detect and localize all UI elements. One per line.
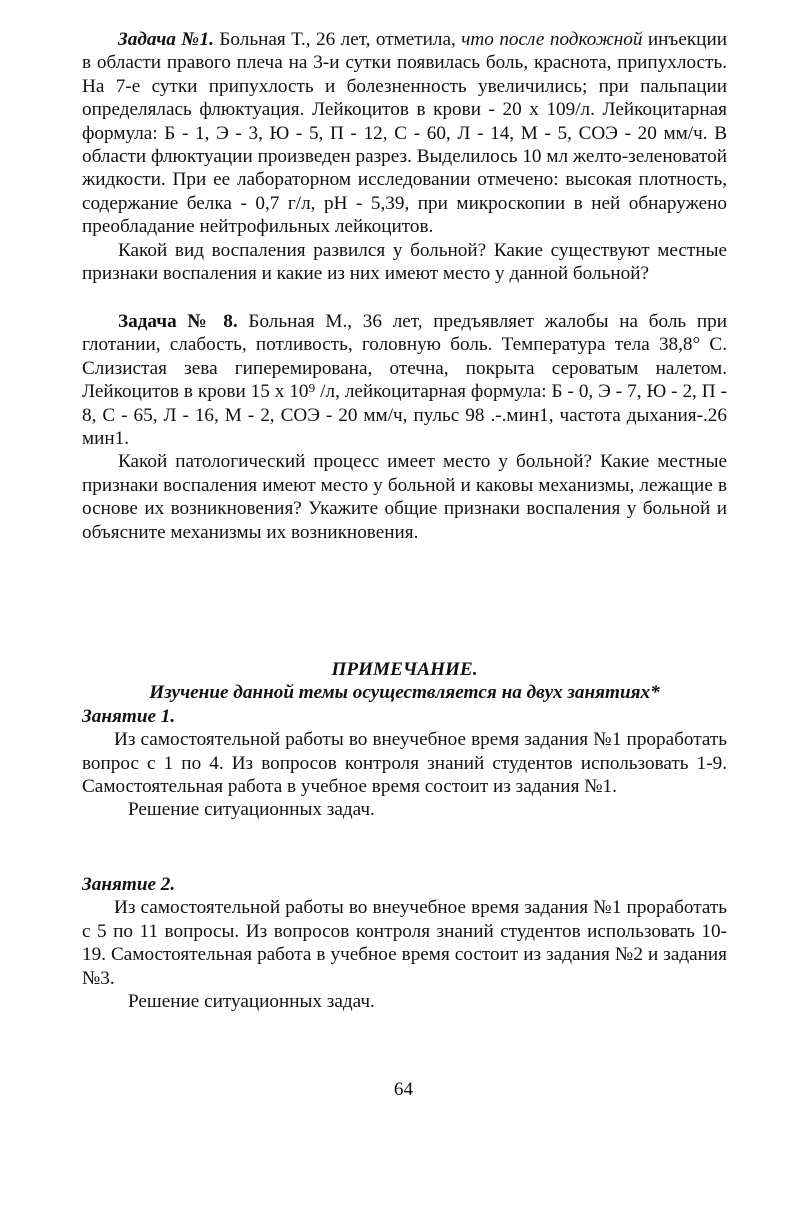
note-title: ПРИМЕЧАНИЕ. [331,659,478,680]
lesson-1-body: Из самостоятельной работы во внеучебное время задания №1 проработать вопрос с 1 по 4. Из вопросов контроля знаний студентов использовать 1-9. Самостоятельная работа в учебное время состоит из задания №1. [82,729,727,798]
note-subtitle: Изучение данной темы осуществляется на двух занятиях* [149,682,660,704]
task-8-body: Больная М., 36 лет, предъявляет жалобы на боль при глотании, слабость, потливость, головную боль. Температура тела 38,8° С. Слизистая зева гиперемирована, отечна, покрыта сероватым налетом. Лейкоцитов в крови 15 х 10⁹ /л, лейкоцитарная формула: Б - 0, Э - 7, Ю - 2, П - 8, С - 65, Л - 16, М - 2, СОЭ - 20 мм/ч, пульс 98 .-.мин1, частота дыхания-.26 мин1. [82,311,727,450]
lesson-1-body-block [82,728,727,798]
page-number: 64 [393,1079,414,1100]
task-7-question: Какой вид воспаления развился у больной? Какие существуют местные признаки воспаления и какие из них имеют место у данной больной? [82,239,727,285]
task-7-text [82,28,727,239]
task-8-heading: Задача № 8. [118,311,238,332]
task-7-intro-italic: что после подкожной [461,29,643,50]
task-8-question: Какой патологический процесс имеет место у больной? Какие местные признаки воспаления имеют место у больной и каковы механизмы, лежащие в основе их возникновения? Укажите общие признаки воспаления у больной и объясните механизмы их возникновения. [82,451,727,543]
task-7-body: инъекции в области правого плеча на 3-и сутки появилась боль, краснота, припухлость. На 7-е сутки припухлость и болезненность увеличились; при пальпации определялась флюктуация. Лейкоцитов в крови - 20 х 109/л. Лейкоцитарная формула: Б - 1, Э - 3, Ю - 5, П - 12, С - 60, Л - 14, М - 5, СОЭ - 20 мм/ч. В области флюктуации произведен разрез. Выделилось 10 мл желто-зеленоватой жидкости. При ее лабораторном исследовании отмечено: высокая плотность, содержание белка - 0,7 г/л, рН - 5,39, при микроскопии в ней обнаружено преобладание нейтрофильных лейкоцитов. [82,29,727,238]
lesson-2 [82,873,727,1013]
lesson-1-heading: Занятие 1. [82,705,176,727]
lesson-2-body: Из самостоятельной работы во внеучебное время задания №1 проработать с 5 по 11 вопросы. Из вопросов контроля знаний студентов использовать 10-19. Самостоятельная работа в учебное время состоит из задания №2 и задания №3. [82,897,727,989]
task-7-heading: Задача №1. [118,29,214,50]
lesson-2-heading: Занятие 2. [82,874,176,895]
task-7 [82,28,727,285]
note-section [82,658,727,822]
lesson-2-body-block [82,896,727,990]
lesson-1-solve: Решение ситуационных задач. [128,799,375,821]
task-8 [82,310,727,544]
lesson-2-solve: Решение ситуационных задач. [128,991,375,1013]
task-8-text [82,310,727,450]
task-7-intro: Больная Т., 26 лет, отметила, [213,29,462,50]
